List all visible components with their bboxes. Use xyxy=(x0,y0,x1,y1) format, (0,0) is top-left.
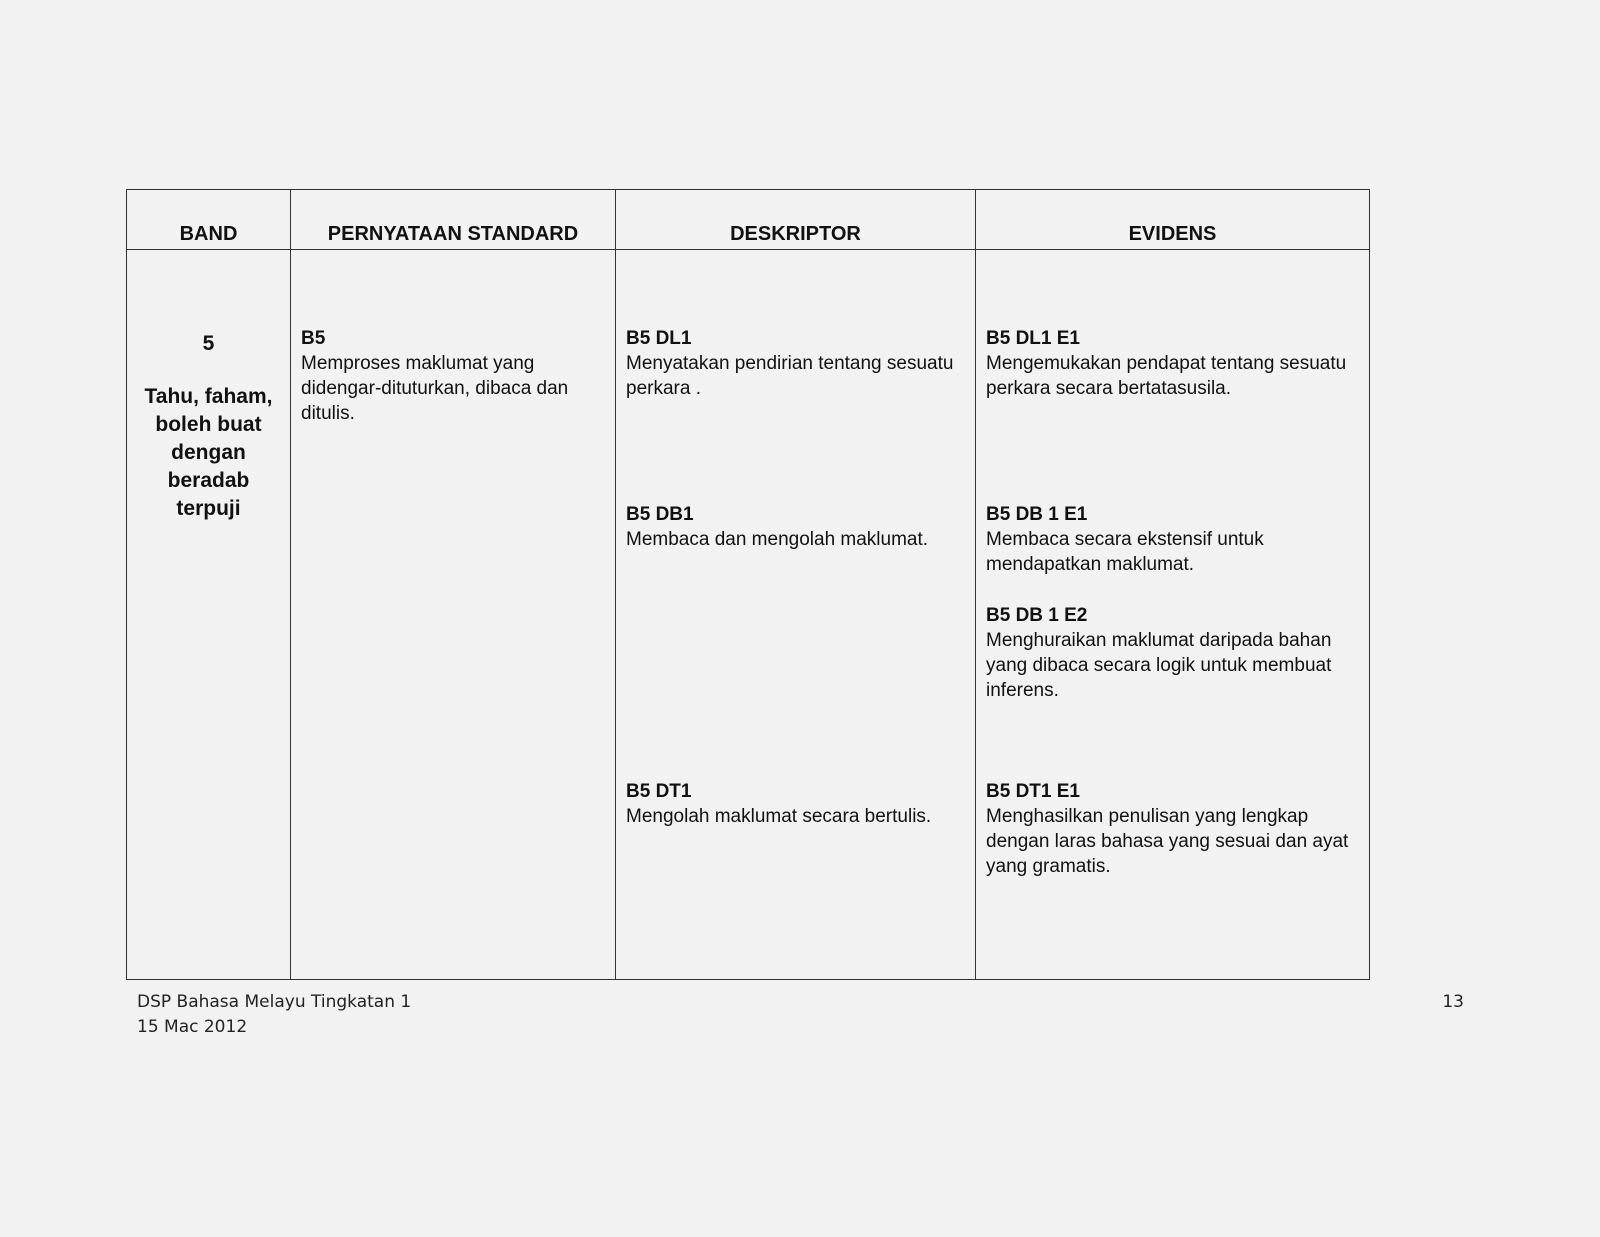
deskriptor-code: B5 DT1 xyxy=(626,781,692,802)
pernyataan-text: Memproses maklumat yang didengar-dituturkan, dibaca dan ditulis. xyxy=(301,353,569,424)
deskriptor-code: B5 DB1 xyxy=(626,504,694,525)
evidens-block-db1-e2 xyxy=(986,603,1359,703)
deskriptor-block-dt1 xyxy=(626,779,965,829)
evidens-text: Menghuraikan maklumat daripada bahan yang dibaca secara logik untuk membuat inferens. xyxy=(986,630,1332,701)
evidens-code: B5 DB 1 E2 xyxy=(986,605,1088,626)
deskriptor-cell xyxy=(616,250,976,980)
band-description: Tahu, faham, boleh buat dengan beradab terpuji xyxy=(144,385,273,520)
header-pernyataan-standard: PERNYATAAN STANDARD xyxy=(291,190,616,250)
deskriptor-block-db1 xyxy=(626,502,965,552)
evidens-block-db1-e1 xyxy=(986,502,1359,577)
footer-doc-title: DSP Bahasa Melayu Tingkatan 1 xyxy=(137,992,412,1012)
band-cell xyxy=(127,250,291,980)
pernyataan-block xyxy=(301,326,605,426)
footer xyxy=(137,990,411,1040)
pernyataan-cell xyxy=(291,250,616,980)
page-number: 13 xyxy=(1442,992,1464,1012)
deskriptor-text: Menyatakan pendirian tentang sesuatu perkara . xyxy=(626,353,954,399)
evidens-code: B5 DB 1 E1 xyxy=(986,504,1088,525)
band-number: 5 xyxy=(202,332,215,355)
evidens-code: B5 DL1 E1 xyxy=(986,328,1080,349)
evidens-text: Membaca secara ekstensif untuk mendapatkan maklumat. xyxy=(986,529,1264,575)
table-header-row xyxy=(127,190,1370,250)
footer-date: 15 Mac 2012 xyxy=(137,1017,248,1037)
standard-table xyxy=(126,189,1370,980)
table-row xyxy=(127,250,1370,980)
evidens-block-dt1-e1 xyxy=(986,779,1359,879)
evidens-text: Mengemukakan pendapat tentang sesuatu perkara secara bertatasusila. xyxy=(986,353,1347,399)
evidens-cell xyxy=(976,250,1370,980)
deskriptor-text: Mengolah maklumat secara bertulis. xyxy=(626,806,932,827)
header-evidens: EVIDENS xyxy=(976,190,1370,250)
header-band: BAND xyxy=(127,190,291,250)
deskriptor-text: Membaca dan mengolah maklumat. xyxy=(626,529,929,550)
evidens-text: Menghasilkan penulisan yang lengkap dengan laras bahasa yang sesuai dan ayat yang gramatis. xyxy=(986,806,1349,877)
deskriptor-code: B5 DL1 xyxy=(626,328,692,349)
evidens-code: B5 DT1 E1 xyxy=(986,781,1080,802)
header-deskriptor: DESKRIPTOR xyxy=(616,190,976,250)
deskriptor-block-dl1 xyxy=(626,326,965,401)
evidens-block-dl1-e1 xyxy=(986,326,1359,401)
pernyataan-code: B5 xyxy=(301,328,326,349)
